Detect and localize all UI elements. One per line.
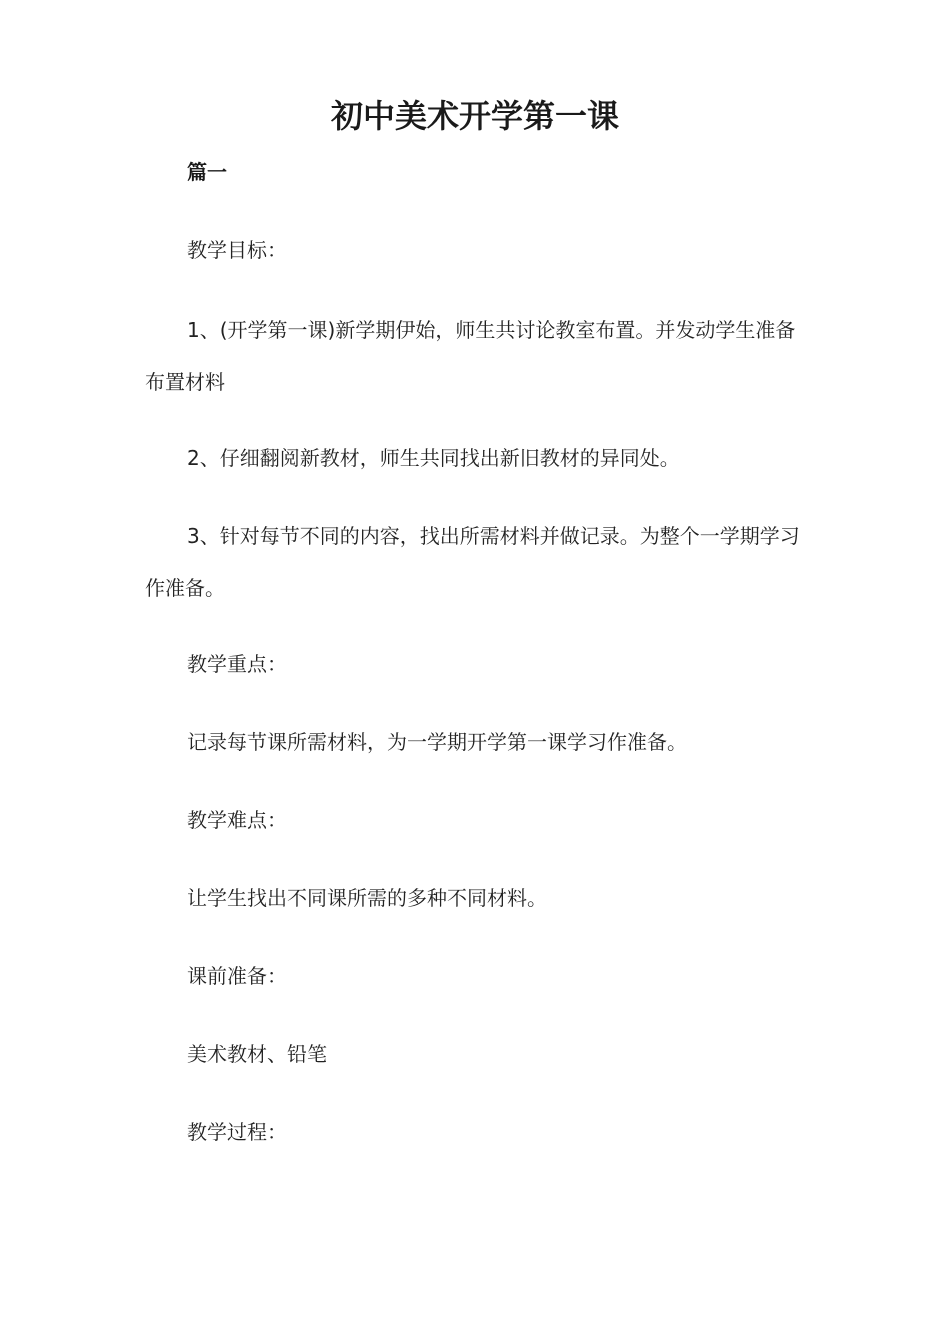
paragraph-objective-2: 2、仔细翻阅新教材，师生共同找出新旧教材的异同处。 xyxy=(187,446,680,470)
document-title: 初中美术开学第一课 xyxy=(330,97,619,135)
section-label: 篇一 xyxy=(187,160,227,184)
paragraph-difficulties-heading: 教学难点： xyxy=(187,808,287,832)
paragraph-objectives-heading: 教学目标： xyxy=(187,238,287,262)
paragraph-process-heading: 教学过程： xyxy=(187,1120,287,1144)
paragraph-difficulties: 让学生找出不同课所需的多种不同材料。 xyxy=(187,886,547,910)
paragraph-preparation: 美术教材、铅笔 xyxy=(187,1042,327,1066)
paragraph-preparation-heading: 课前准备： xyxy=(187,964,287,988)
paragraph-key-points: 记录每节课所需材料，为一学期开学第一课学习作准备。 xyxy=(187,730,687,754)
paragraph-key-points-heading: 教学重点： xyxy=(187,652,287,676)
paragraph-objective-1: 1、(开学第一课)新学期伊始，师生共讨论教室布置。并发动学生准备布置材料 xyxy=(145,318,796,394)
paragraph-objective-3: 3、针对每节不同的内容，找出所需材料并做记录。为整个一学期学习作准备。 xyxy=(145,524,800,600)
